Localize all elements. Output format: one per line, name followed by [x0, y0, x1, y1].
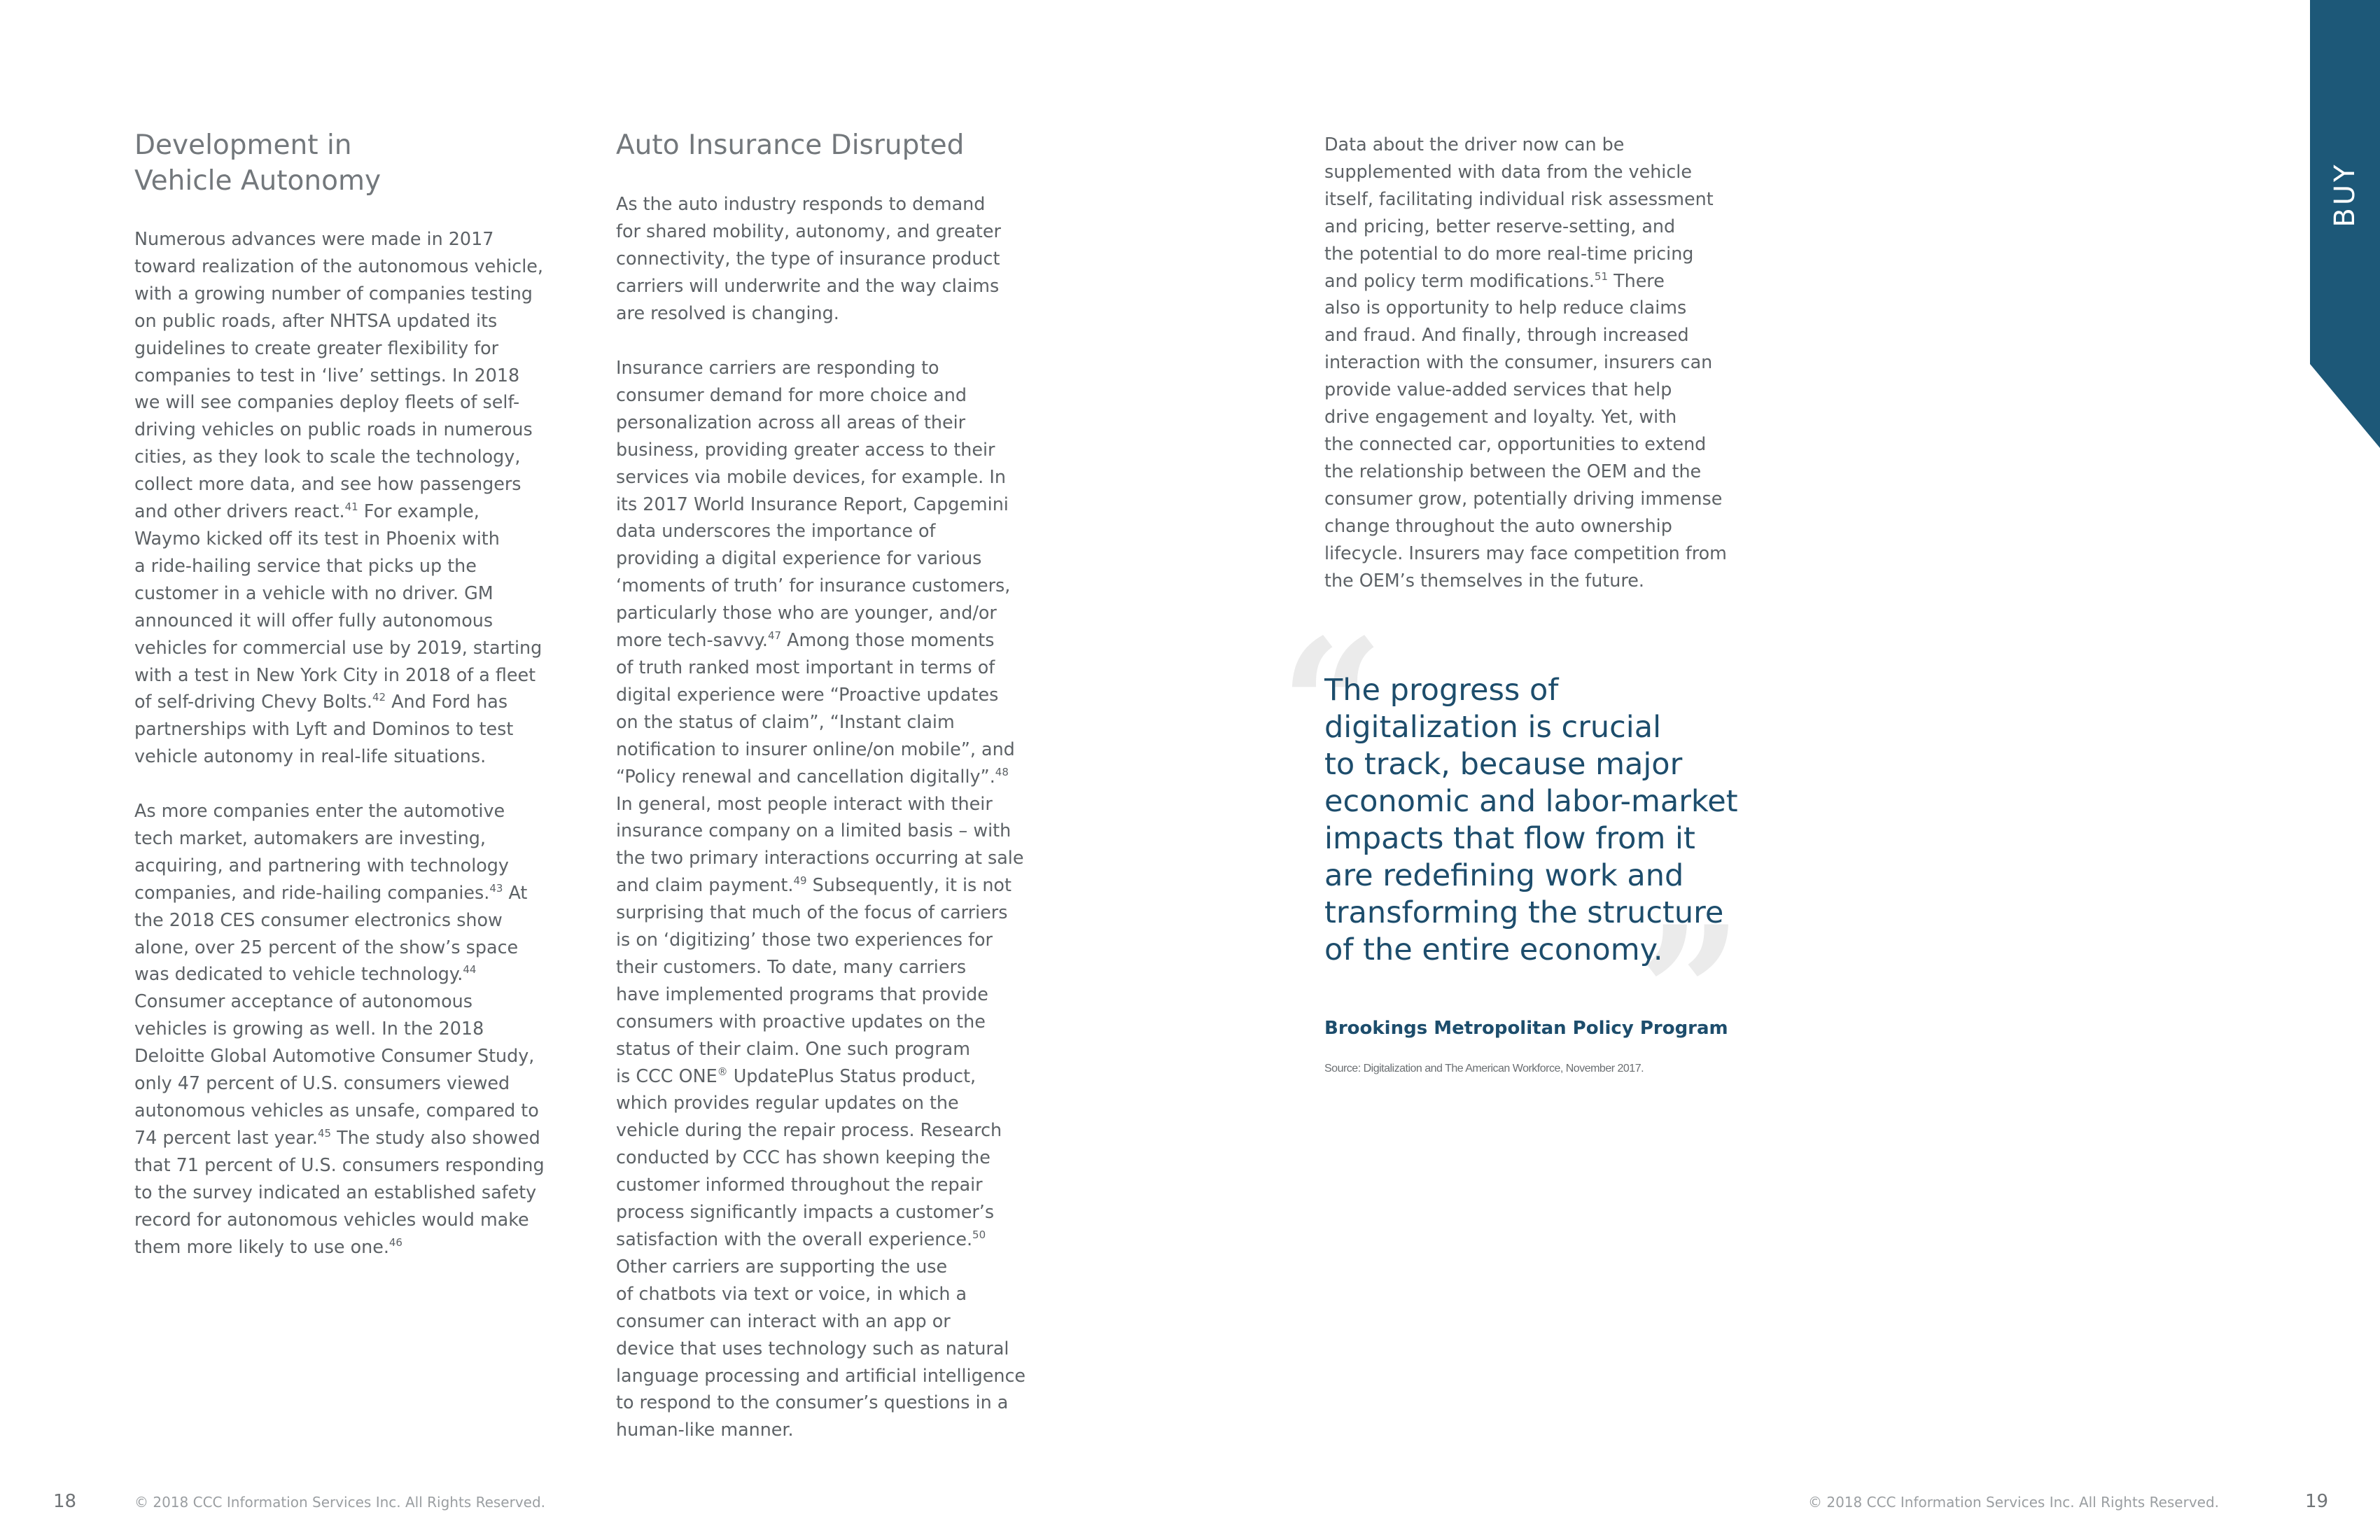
text-line [616, 1198, 1026, 1226]
text-segment: drive engagement and loyalty. Yet, with [1324, 406, 1677, 428]
text-line [134, 1070, 545, 1097]
text-segment: record for autonomous vehicles would make [134, 1208, 529, 1230]
footnote-marker: 47 [767, 629, 782, 643]
text-line [616, 272, 1001, 300]
text-line [616, 1416, 1026, 1443]
text-segment: carriers will underwrite and the way claims [616, 274, 1000, 296]
text-line [134, 1152, 545, 1179]
text-line [616, 1226, 1026, 1253]
text-segment: There [1608, 270, 1665, 291]
pullquote-attribution: Brookings Metropolitan Policy Program [1324, 1018, 1728, 1039]
text-line [134, 988, 545, 1015]
text-line [616, 790, 1026, 818]
text-segment: its 2017 World Insurance Report, Capgemini [616, 493, 1009, 514]
text-segment: the OEM’s themselves in the future. [1324, 569, 1644, 591]
text-segment: satisfaction with the overall experience. [616, 1228, 973, 1250]
text-segment: collect more data, and see how passengers [134, 473, 522, 495]
text-line [616, 681, 1026, 708]
text-segment: have implemented programs that provide [616, 983, 988, 1004]
text-line [616, 300, 1001, 327]
heading-vehicle-autonomy [134, 127, 381, 199]
text-line [616, 708, 1026, 736]
text-line [616, 953, 1026, 981]
text-line [134, 1015, 545, 1042]
text-line [134, 225, 543, 253]
text-segment: also is opportunity to help reduce claims [1324, 297, 1687, 318]
heading-insurance-disrupted [616, 127, 964, 163]
text-segment: announced it will offer fully autonomous [134, 609, 493, 631]
heading-line: Auto Insurance Disrupted [616, 130, 965, 161]
pullquote-line: The progress of [1324, 673, 1559, 708]
heading-line: Vehicle Autonomy [134, 165, 382, 197]
text-line [616, 981, 1026, 1008]
text-segment: lifecycle. Insurers may face competition from [1324, 542, 1727, 564]
text-segment: was dedicated to vehicle technology. [134, 963, 463, 985]
text-line [134, 715, 543, 743]
text-line [616, 245, 1001, 272]
copyright-right: © 2018 CCC Information Services Inc. All Rights Reserved. [1808, 1494, 2220, 1511]
text-segment: services via mobile devices, for example. In [616, 465, 1006, 487]
text-segment: ‘moments of truth’ for insurance customers, [616, 575, 1011, 596]
text-line [616, 654, 1026, 681]
text-segment: of self-driving Chevy Bolts. [134, 691, 372, 713]
text-line [616, 1253, 1026, 1280]
text-segment: business, providing greater access to their [616, 438, 995, 460]
text-segment: As more companies enter the automotive [134, 800, 505, 821]
text-segment: the connected car, opportunities to extend [1324, 433, 1707, 454]
pullquote-line: digitalization is crucial [1324, 710, 1662, 745]
text-line [1324, 158, 1727, 186]
text-line [134, 1179, 545, 1206]
open-quote-icon: “ [1280, 600, 1385, 813]
text-segment: particularly those who are younger, and/or [616, 602, 997, 624]
pullquote-line: are redefining work and [1324, 858, 1684, 893]
text-line [616, 926, 1026, 953]
footnote-marker: 44 [463, 963, 477, 976]
text-line [616, 382, 1026, 409]
text-segment: “Policy renewal and cancellation digitally”. [616, 765, 995, 787]
paragraph-automotive-tech-market [134, 797, 545, 1260]
text-segment: more tech-savvy. [616, 629, 768, 651]
text-line [134, 470, 543, 498]
text-segment: and policy term modifications. [1324, 270, 1595, 291]
text-line [1324, 294, 1727, 321]
pullquote-line: of the entire economy. [1324, 932, 1663, 967]
text-line [1324, 321, 1727, 349]
footnote-marker: 51 [1594, 270, 1609, 283]
text-segment: itself, facilitating individual risk assessment [1324, 188, 1714, 209]
text-line [616, 872, 1026, 899]
text-line [616, 1308, 1026, 1335]
heading-line: Development in [134, 130, 352, 161]
footnote-marker: ® [717, 1065, 728, 1078]
text-segment: companies, and ride-hailing companies. [134, 881, 490, 903]
text-segment: 74 percent last year. [134, 1126, 318, 1148]
text-line [616, 354, 1026, 382]
text-segment: human-like manner. [616, 1419, 794, 1441]
text-segment: data underscores the importance of [616, 520, 936, 542]
text-segment: on public roads, after NHTSA updated its [134, 309, 498, 331]
text-line [616, 572, 1026, 599]
text-line [616, 1144, 1026, 1171]
text-line [134, 525, 543, 552]
footnote-marker: 48 [995, 765, 1009, 778]
text-segment: Among those moments [781, 629, 995, 651]
text-segment: Numerous advances were made in 2017 [134, 228, 494, 249]
text-segment: Waymo kicked off its test in Phoenix with [134, 527, 500, 549]
text-line [616, 1008, 1026, 1035]
text-line [1324, 430, 1727, 458]
text-segment: UpdatePlus Status product, [727, 1065, 976, 1086]
text-segment: provide value-added services that help [1324, 379, 1672, 400]
text-segment: consumer grow, potentially driving immense [1324, 487, 1723, 509]
text-segment: them more likely to use one. [134, 1236, 389, 1257]
text-segment: only 47 percent of U.S. consumers viewed [134, 1072, 510, 1094]
footnote-marker: 45 [317, 1126, 332, 1140]
text-segment: For example, [358, 500, 479, 522]
text-line [134, 797, 545, 825]
footnote-marker: 41 [344, 500, 358, 514]
text-segment: driving vehicles on public roads in numerous [134, 419, 533, 440]
footnote-marker: 42 [372, 691, 386, 704]
text-line [616, 491, 1026, 518]
text-line [1324, 485, 1727, 512]
pullquote-source: Source: Digitalization and The American Workforce, November 2017. [1324, 1063, 1644, 1074]
paragraph-driver-data [1324, 131, 1727, 594]
close-quote-icon: ” [1638, 887, 1743, 1100]
text-segment: companies to test in ‘live’ settings. In 2018 [134, 364, 520, 386]
text-segment: the potential to do more real-time pricing [1324, 242, 1694, 264]
pullquote-text [1324, 672, 1738, 969]
page-number-right: 19 [2305, 1491, 2329, 1512]
pullquote-line: impacts that flow from it [1324, 821, 1695, 856]
text-line [616, 1280, 1026, 1308]
text-line [134, 388, 543, 416]
text-segment: supplemented with data from the vehicle [1324, 160, 1692, 182]
text-segment: consumer demand for more choice and [616, 384, 967, 405]
text-line [134, 1042, 545, 1070]
text-line [616, 409, 1026, 436]
text-segment: customer in a vehicle with no driver. GM [134, 582, 493, 603]
text-line [134, 416, 543, 443]
text-segment: interaction with the consumer, insurers can [1324, 351, 1713, 373]
text-line [134, 1206, 545, 1233]
text-line [134, 852, 545, 879]
text-line [616, 1389, 1026, 1416]
text-line [134, 1233, 545, 1261]
copyright-left: © 2018 CCC Information Services Inc. All Rights Reserved. [134, 1494, 546, 1511]
text-segment: Subsequently, it is not [806, 874, 1011, 896]
text-segment: insurance company on a limited basis – with [616, 820, 1011, 841]
text-line [1324, 403, 1727, 430]
text-line [134, 335, 543, 362]
text-line [616, 1116, 1026, 1144]
text-line [616, 463, 1026, 491]
text-line [134, 825, 545, 852]
text-segment: customer informed throughout the repair [616, 1174, 983, 1196]
text-segment: surprising that much of the focus of carriers [616, 902, 1008, 923]
text-segment: that 71 percent of U.S. consumers responding [134, 1154, 545, 1175]
text-line [134, 253, 543, 280]
text-segment: cities, as they look to scale the technology, [134, 446, 521, 468]
text-line [616, 736, 1026, 763]
text-segment: status of their claim. One such program [616, 1037, 970, 1059]
text-segment: vehicles is growing as well. In the 2018 [134, 1018, 484, 1040]
text-segment: tech market, automakers are investing, [134, 827, 486, 848]
text-segment: is on ‘digitizing’ those two experiences for [616, 929, 993, 951]
text-segment: Deloitte Global Automotive Consumer Study, [134, 1045, 535, 1067]
pullquote-line: to track, because major [1324, 747, 1683, 782]
text-segment: process significantly impacts a customer’s [616, 1201, 995, 1223]
text-segment: to respond to the consumer’s questions in a [616, 1392, 1009, 1413]
text-line [134, 552, 543, 580]
text-line [616, 190, 1001, 218]
paragraph-carriers-responding [616, 354, 1026, 1443]
text-segment: and pricing, better reserve-setting, and [1324, 215, 1676, 237]
text-line [616, 844, 1026, 872]
text-line [616, 218, 1001, 245]
text-line [134, 879, 545, 906]
text-segment: with a growing number of companies testing [134, 282, 533, 304]
text-line [134, 688, 543, 715]
text-segment: And Ford has [386, 691, 508, 713]
text-line [134, 443, 543, 470]
text-segment: for shared mobility, autonomy, and greater [616, 220, 1001, 241]
text-line [616, 436, 1026, 463]
text-segment: providing a digital experience for various [616, 547, 982, 569]
text-line [616, 1362, 1026, 1390]
text-segment: personalization across all areas of their [616, 411, 966, 433]
text-segment: with a test in New York City in 2018 of a fleet [134, 664, 536, 685]
footnote-marker: 49 [793, 874, 807, 888]
text-segment: The study also showed [331, 1126, 540, 1148]
text-segment: are resolved is changing. [616, 302, 839, 323]
text-segment: a ride-hailing service that picks up the [134, 554, 477, 576]
text-segment: the relationship between the OEM and the [1324, 460, 1702, 482]
text-line [134, 743, 543, 770]
text-segment: consumers with proactive updates on the [616, 1010, 986, 1032]
text-line [1324, 213, 1727, 240]
text-segment: we will see companies deploy fleets of self- [134, 391, 520, 413]
text-segment: vehicle autonomy in real-life situations. [134, 746, 486, 767]
text-segment: of truth ranked most important in terms of [616, 656, 995, 678]
text-line [1324, 540, 1727, 567]
pullquote-line: economic and labor-market [1324, 784, 1738, 819]
footnote-marker: 50 [972, 1228, 986, 1241]
text-segment: alone, over 25 percent of the show’s space [134, 936, 519, 958]
text-line [616, 817, 1026, 844]
text-line [134, 280, 543, 307]
text-segment: partnerships with Lyft and Dominos to test [134, 718, 514, 740]
text-segment: of chatbots via text or voice, in which a [616, 1282, 967, 1304]
text-segment: digital experience were “Proactive updates [616, 683, 999, 705]
text-segment: toward realization of the autonomous vehicle, [134, 255, 543, 276]
section-tab-label: BUY [2329, 162, 2361, 227]
text-line [1324, 349, 1727, 376]
text-line [134, 662, 543, 689]
text-segment: language processing and artificial intelligence [616, 1364, 1026, 1386]
text-segment: the two primary interactions occurring at sale [616, 847, 1024, 869]
text-segment: device that uses technology such as natural [616, 1337, 1009, 1359]
pullquote-line: transforming the structure [1324, 895, 1724, 930]
text-line [134, 906, 545, 934]
text-segment: notification to insurer online/on mobile”, and [616, 738, 1015, 760]
text-segment: At [503, 881, 528, 903]
text-line [1324, 131, 1727, 158]
text-line [134, 307, 543, 335]
text-line [616, 1089, 1026, 1116]
text-segment: In general, most people interact with their [616, 792, 993, 814]
text-line [134, 934, 545, 961]
text-segment: Other carriers are supporting the use [616, 1255, 948, 1277]
footnote-marker: 43 [489, 881, 503, 895]
text-segment: and other drivers react. [134, 500, 345, 522]
paragraph-autonomy-advances [134, 225, 543, 770]
text-segment: connectivity, the type of insurance product [616, 247, 1000, 269]
footnote-marker: 46 [388, 1236, 402, 1249]
text-segment: to the survey indicated an established safety [134, 1181, 537, 1203]
text-line [134, 960, 545, 988]
text-line [134, 634, 543, 662]
text-line [1324, 240, 1727, 267]
text-segment: and claim payment. [616, 874, 794, 896]
text-line [616, 1335, 1026, 1362]
text-segment: which provides regular updates on the [616, 1092, 959, 1114]
text-line [134, 1124, 545, 1152]
text-line [134, 362, 543, 389]
text-segment: change throughout the auto ownership [1324, 514, 1672, 536]
text-line [616, 517, 1026, 545]
text-segment: guidelines to create greater flexibility for [134, 337, 499, 358]
text-segment: autonomous vehicles as unsafe, compared to [134, 1099, 539, 1121]
page-number-left: 18 [53, 1491, 77, 1512]
text-segment: Insurance carriers are responding to [616, 357, 939, 378]
text-line [616, 545, 1026, 572]
text-segment: is CCC ONE [616, 1065, 718, 1086]
text-line [1324, 512, 1727, 540]
text-segment: on the status of claim”, “Instant claim [616, 710, 955, 732]
text-line [134, 580, 543, 607]
text-line [1324, 186, 1727, 213]
text-segment: Data about the driver now can be [1324, 134, 1625, 155]
text-segment: their customers. To date, many carriers [616, 955, 967, 977]
text-segment: Consumer acceptance of autonomous [134, 990, 472, 1012]
text-line [616, 1171, 1026, 1198]
text-line [1324, 567, 1727, 594]
text-segment: As the auto industry responds to demand [616, 193, 986, 214]
text-line [134, 1097, 545, 1124]
text-line [616, 899, 1026, 926]
text-line [616, 599, 1026, 626]
paragraph-industry-demand [616, 190, 1001, 327]
text-segment: acquiring, and partnering with technology [134, 854, 509, 876]
text-line [134, 607, 543, 634]
text-segment: vehicles for commercial use by 2019, starting [134, 636, 542, 658]
text-line [1324, 458, 1727, 485]
text-line [1324, 267, 1727, 295]
text-line [134, 498, 543, 525]
text-line [616, 1063, 1026, 1090]
text-segment: vehicle during the repair process. Research [616, 1119, 1002, 1141]
text-segment: the 2018 CES consumer electronics show [134, 909, 503, 930]
text-segment: and fraud. And finally, through increased [1324, 324, 1689, 346]
text-line [1324, 376, 1727, 403]
text-line [616, 763, 1026, 790]
text-segment: consumer can interact with an app or [616, 1310, 951, 1331]
text-line [616, 626, 1026, 654]
text-segment: conducted by CCC has shown keeping the [616, 1147, 990, 1168]
text-line [616, 1035, 1026, 1063]
